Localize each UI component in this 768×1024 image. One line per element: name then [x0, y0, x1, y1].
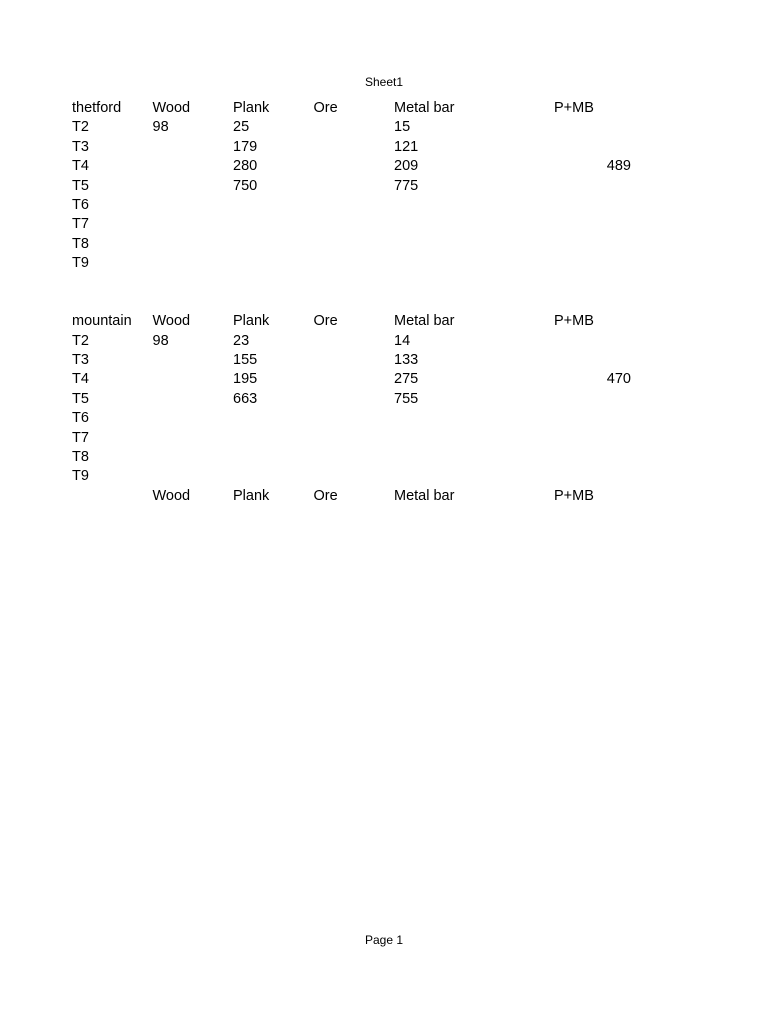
- cell-plank: 23: [233, 332, 250, 349]
- header-ore: Ore: [313, 313, 338, 330]
- header-location: mountain: [72, 313, 132, 330]
- header-plank: Plank: [233, 313, 270, 330]
- table-header-row: [72, 312, 672, 331]
- cell-tier: T3: [72, 138, 89, 155]
- header-metal-bar: Metal bar: [394, 487, 455, 504]
- header-ore: Ore: [313, 100, 338, 116]
- header-pmb: P+MB: [554, 100, 594, 116]
- table-row: [72, 177, 672, 196]
- table-row: [72, 215, 672, 234]
- cell-metal-bar: 14: [394, 332, 411, 349]
- cell-tier: T9: [72, 468, 89, 485]
- cell-plank: 179: [233, 138, 258, 155]
- header-location: thetford: [72, 100, 122, 116]
- table-row: [72, 429, 672, 448]
- cell-plank: 663: [233, 390, 258, 407]
- blank-row: [72, 274, 672, 313]
- header-ore: Ore: [313, 487, 338, 504]
- page-footer-number: Page 1: [364, 933, 404, 947]
- cell-metal-bar: 755: [394, 390, 419, 407]
- cell-pmb: 470: [606, 371, 631, 388]
- table-row: [72, 409, 672, 428]
- cell-tier: T8: [72, 449, 89, 466]
- cell-plank: 155: [233, 352, 258, 369]
- table-header-row: [72, 99, 672, 118]
- cell-metal-bar: 121: [394, 138, 419, 155]
- cell-plank: 750: [233, 177, 258, 194]
- header-plank: Plank: [233, 100, 270, 116]
- header-plank: Plank: [233, 487, 270, 504]
- cell-tier: T6: [72, 410, 89, 427]
- cell-plank: 280: [233, 158, 258, 175]
- cell-pmb: 489: [606, 158, 631, 175]
- cell-tier: T5: [72, 390, 89, 407]
- cell-wood: 98: [152, 119, 169, 136]
- header-wood: Wood: [152, 487, 191, 504]
- table-row: [72, 196, 672, 215]
- table-row: [72, 390, 672, 409]
- table-header-row: [72, 487, 672, 506]
- table-row: [72, 138, 672, 157]
- cell-tier: T6: [72, 196, 89, 213]
- header-metal-bar: Metal bar: [394, 313, 455, 330]
- cell-metal-bar: 775: [394, 177, 419, 194]
- header-metal-bar: Metal bar: [394, 100, 455, 116]
- header-pmb: P+MB: [554, 313, 594, 330]
- header-wood: Wood: [152, 313, 191, 330]
- cell-tier: T9: [72, 255, 89, 272]
- table-row: [72, 332, 672, 351]
- table-row: [72, 351, 672, 370]
- table-row: [72, 467, 672, 486]
- cell-tier: T4: [72, 158, 89, 175]
- cell-tier: T2: [72, 332, 89, 349]
- cell-wood: 98: [152, 332, 169, 349]
- cell-tier: T8: [72, 235, 89, 252]
- cell-tier: T2: [72, 119, 89, 136]
- table-row: [72, 254, 672, 273]
- cell-metal-bar: 133: [394, 352, 419, 369]
- header-wood: Wood: [152, 100, 191, 116]
- header-pmb: P+MB: [554, 487, 594, 504]
- cell-plank: 195: [233, 371, 258, 388]
- cell-tier: T3: [72, 352, 89, 369]
- cell-metal-bar: 275: [394, 371, 419, 388]
- cell-tier: T7: [72, 429, 89, 446]
- table-row: [72, 157, 672, 176]
- table-row: [72, 118, 672, 137]
- cell-tier: T5: [72, 177, 89, 194]
- page-header-sheet-name: Sheet1: [364, 75, 404, 89]
- table-row: [72, 370, 672, 389]
- cell-tier: T4: [72, 371, 89, 388]
- cell-plank: 25: [233, 119, 250, 136]
- cell-metal-bar: 15: [394, 119, 411, 136]
- spreadsheet-printout: [72, 99, 672, 506]
- table-row: [72, 235, 672, 254]
- table-row: [72, 448, 672, 467]
- cell-metal-bar: 209: [394, 158, 419, 175]
- cell-tier: T7: [72, 216, 89, 233]
